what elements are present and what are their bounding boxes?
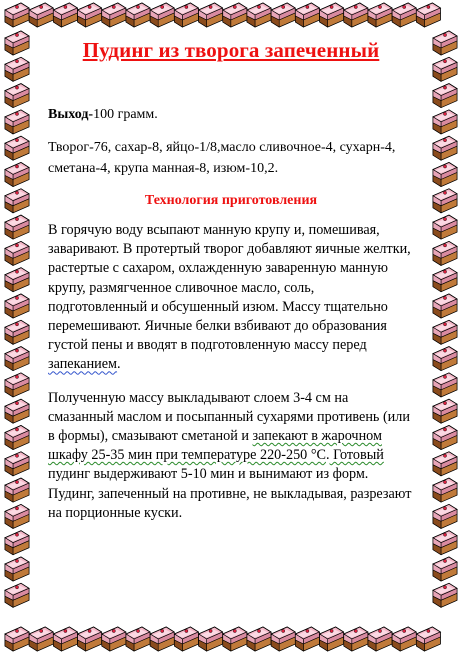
cake-slice-icon (5, 583, 29, 607)
cake-slice-icon (29, 3, 53, 27)
cake-slice-icon (174, 3, 198, 27)
cake-slice-icon (126, 3, 150, 27)
cake-slice-icon (433, 504, 457, 528)
cake-slice-icon (416, 3, 440, 27)
cake-slice-icon (433, 57, 457, 81)
paragraph1-text: В горячую воду всыпают манную крупу и, помешивая, заваривают. В протертый творог добавляют яичные желтки, растертые с сахаром, охлажденную заваренную манную крупу, размягченное сливочное масло, соль, подготовленный и обсушенный изюм. Массу тщательно перемешивают. Яичные белки взбивают до образования густой пены и вводят в подготовленную массу перед (48, 222, 411, 354)
spellcheck-underline: Готовый (329, 447, 384, 464)
method-paragraph-1 (48, 221, 414, 375)
cake-slice-icon (433, 478, 457, 502)
cake-slice-icon (295, 627, 319, 651)
cake-slice-icon (295, 3, 319, 27)
cake-slice-icon (344, 627, 368, 651)
paragraph1-end: . (117, 356, 121, 373)
cake-slice-icon (223, 627, 247, 651)
cake-slice-icon (5, 426, 29, 450)
method-paragraph-2 (48, 389, 414, 523)
cake-slice-icon (5, 504, 29, 528)
cake-slice-icon (223, 3, 247, 27)
cake-slice-icon (5, 215, 29, 239)
cake-slice-icon (392, 3, 416, 27)
cake-slice-icon (271, 3, 295, 27)
cake-slice-icon (53, 627, 77, 651)
cake-slice-icon (150, 3, 174, 27)
cake-slice-icon (433, 531, 457, 555)
cake-slice-icon (5, 241, 29, 265)
page-title: Пудинг из творога запеченный (82, 38, 380, 62)
cake-slice-icon (433, 373, 457, 397)
cake-slice-icon (320, 627, 344, 651)
cake-slice-icon (102, 3, 126, 27)
cake-slice-icon (433, 452, 457, 476)
spellcheck-underline: запеканием (48, 356, 118, 373)
cake-slice-icon (271, 627, 295, 651)
cake-slice-icon (433, 241, 457, 265)
cake-slice-icon (416, 627, 440, 651)
cake-slice-icon (433, 31, 457, 55)
cake-slice-icon (368, 627, 392, 651)
cake-slice-icon (368, 3, 392, 27)
cake-slice-icon (5, 163, 29, 187)
cake-slice-icon (433, 163, 457, 187)
cake-slice-icon (433, 268, 457, 292)
cake-slice-icon (5, 57, 29, 81)
cake-slice-icon (5, 373, 29, 397)
cake-slice-icon (5, 347, 29, 371)
cake-slice-icon (126, 627, 150, 651)
cake-slice-icon (199, 627, 223, 651)
cake-slice-icon (433, 294, 457, 318)
spellcheck-underline: запекают в жарочном шкафу 25-35 мин при температуре 220-250 °С (48, 428, 382, 464)
cake-slice-icon (5, 31, 29, 55)
cake-slice-icon (5, 452, 29, 476)
cake-slice-icon (5, 110, 29, 134)
cake-slice-icon (433, 583, 457, 607)
cake-slice-icon (5, 294, 29, 318)
cake-slice-icon (5, 399, 29, 423)
cake-slice-icon (433, 399, 457, 423)
cake-slice-icon (433, 215, 457, 239)
cake-slice-icon (199, 3, 223, 27)
cake-slice-icon (433, 426, 457, 450)
cake-slice-icon (102, 627, 126, 651)
recipe-document (48, 38, 414, 523)
cake-slice-icon (320, 3, 344, 27)
cake-slice-icon (5, 557, 29, 581)
cake-slice-icon (247, 3, 271, 27)
cake-slice-icon (5, 320, 29, 344)
yield-value: 100 грамм. (93, 107, 158, 122)
paragraph2-text-b: . (325, 447, 330, 464)
cake-slice-icon (5, 531, 29, 555)
cake-slice-icon (392, 627, 416, 651)
cake-slice-icon (78, 3, 102, 27)
cake-slice-icon (5, 627, 29, 651)
cake-slice-icon (5, 268, 29, 292)
cake-slice-icon (433, 347, 457, 371)
yield-label: Выход- (48, 107, 94, 122)
cake-slice-icon (53, 3, 77, 27)
cake-slice-icon (29, 627, 53, 651)
cake-slice-icon (433, 189, 457, 213)
cake-slice-icon (433, 110, 457, 134)
cake-slice-icon (174, 627, 198, 651)
cake-slice-icon (433, 557, 457, 581)
paragraph2-text-c: пудинг выдерживают 5-10 мин и вынимают из форм. Пудинг, запеченный на противне, не выкладывая, разрезают на порционные куски. (48, 466, 412, 521)
cake-slice-icon (5, 189, 29, 213)
cake-slice-icon (433, 136, 457, 160)
cake-slice-icon (433, 320, 457, 344)
paragraph2-text-a: Полученную массу выкладывают слоем 3-4 см на смазанный маслом и посыпанный сухарями противень (или в формы), смазывают сметаной и (48, 389, 410, 445)
cake-slice-icon (344, 3, 368, 27)
ingredients-list: Творог-76, сахар-8, яйцо-1/8,масло сливочное-4, сухарн-4, сметана-4, крупа манная-8, изюм-10,2. (48, 140, 396, 176)
cake-slice-icon (78, 627, 102, 651)
cake-slice-icon (150, 627, 174, 651)
cake-slice-icon (433, 84, 457, 108)
cake-slice-icon (5, 478, 29, 502)
cake-slice-icon (5, 136, 29, 160)
section-heading: Технология приготовления (144, 193, 318, 208)
cake-slice-icon (5, 3, 29, 27)
cake-slice-icon (247, 627, 271, 651)
cake-slice-icon (5, 84, 29, 108)
yield-line (48, 106, 414, 124)
